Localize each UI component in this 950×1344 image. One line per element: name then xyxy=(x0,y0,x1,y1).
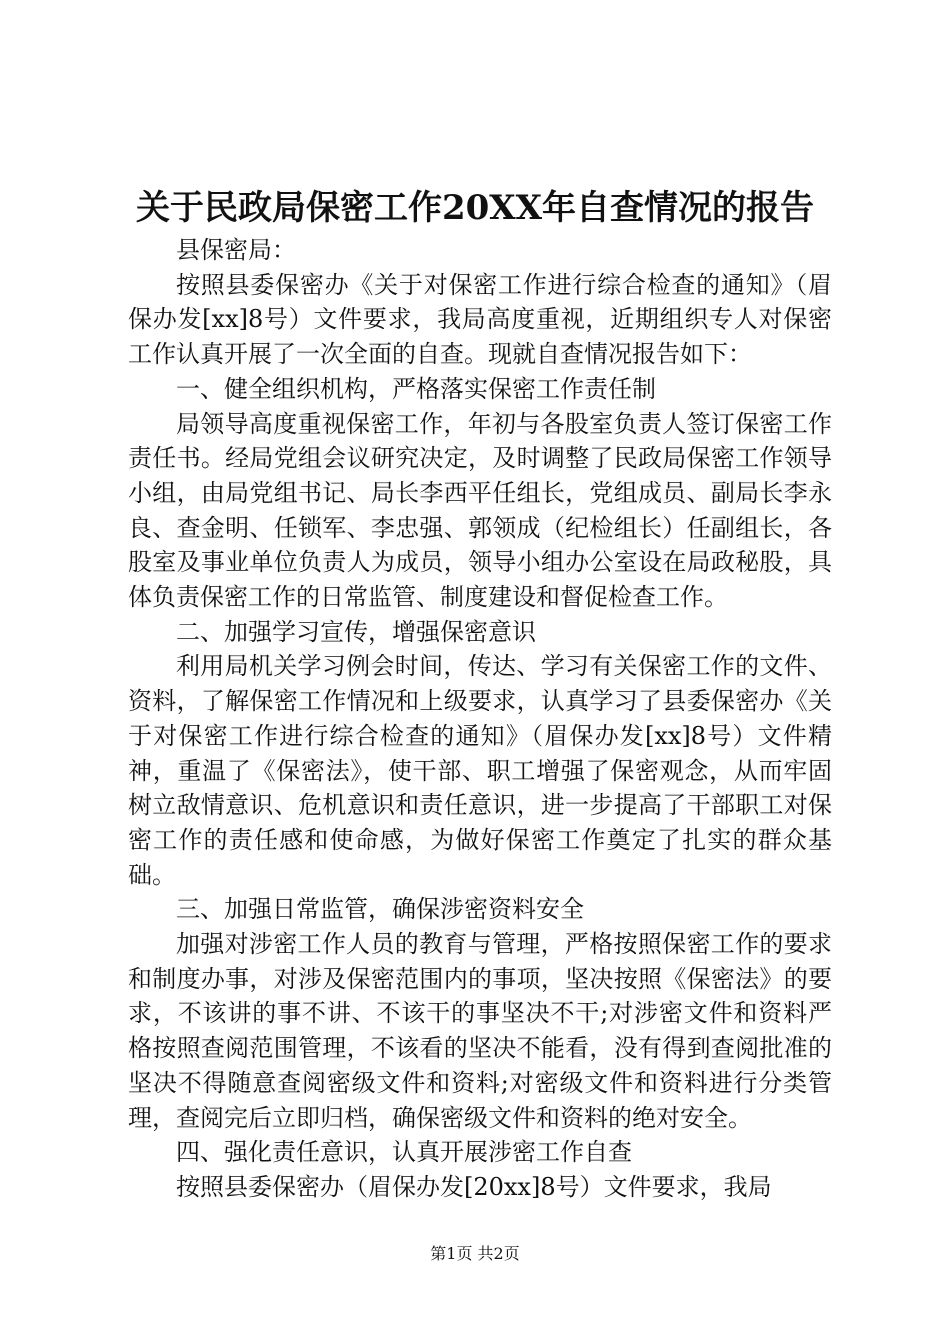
section-heading-3: 三、加强日常监管，确保涉密资料安全 xyxy=(176,895,584,924)
section-heading-4: 四、强化责任意识，认真开展涉密工作自查 xyxy=(176,1138,632,1167)
salutation: 县保密局： xyxy=(176,236,296,264)
section-heading-2: 二、加强学习宣传，增强保密意识 xyxy=(176,617,536,646)
section-paragraph-3: 加强对涉密工作人员的教育与管理，严格按照保密工作的要求和制度办事，对涉及保密范围内的事项，坚决按照《保密法》的要求，不该讲的事不讲、不该干的事坚决不干;对涉密文件和资料严格按照查阅范围管理，不该看的坚决不能看，没有得到查阅批准的坚决不得随意查阅密级文件和资料;对密级文件和资料进行分类管理，查阅完后立即归档，确保密级文件和资料的绝对安全。 xyxy=(128,930,832,1132)
section-heading-1: 一、健全组织机构，严格落实保密工作责任制 xyxy=(176,374,656,403)
intro-paragraph: 按照县委保密办《关于对保密工作进行综合检查的通知》（眉保办发[xx]8号）文件要求，我局高度重视，近期组织专人对保密工作认真开展了一次全面的自查。现就自查情况报告如下： xyxy=(128,270,832,369)
section-paragraph-1: 局领导高度重视保密工作，年初与各股室负责人签订保密工作责任书。经局党组会议研究决定，及时调整了民政局保密工作领导小组，由局党组书记、局长李西平任组长，党组成员、副局长李永良、查金明、任锁军、李忠强、郭领成（纪检组长）任副组长，各股室及事业单位负责人为成员，领导小组办公室设在局政秘股，具体负责保密工作的日常监管、制度建设和督促检查工作。 xyxy=(128,409,832,612)
section-paragraph-2: 利用局机关学习例会时间，传达、学习有关保密工作的文件、资料，了解保密工作情况和上级要求，认真学习了县委保密办《关于对保密工作进行综合检查的通知》（眉保办发[xx]8号）文件精神，重温了《保密法》，使干部、职工增强了保密观念，从而牢固树立敌情意识、危机意识和责任意识，进一步提高了干部职工对保密工作的责任感和使命感，为做好保密工作奠定了扎实的群众基础。 xyxy=(128,652,832,889)
document-body xyxy=(128,233,832,1205)
section-paragraph-4: 按照县委保密办（眉保办发[20xx]8号）文件要求，我局 xyxy=(176,1172,772,1201)
document-title: 关于民政局保密工作20XX年自查情况的报告 xyxy=(135,188,815,228)
page-number-footer: 第1页 共2页 xyxy=(430,1244,520,1263)
